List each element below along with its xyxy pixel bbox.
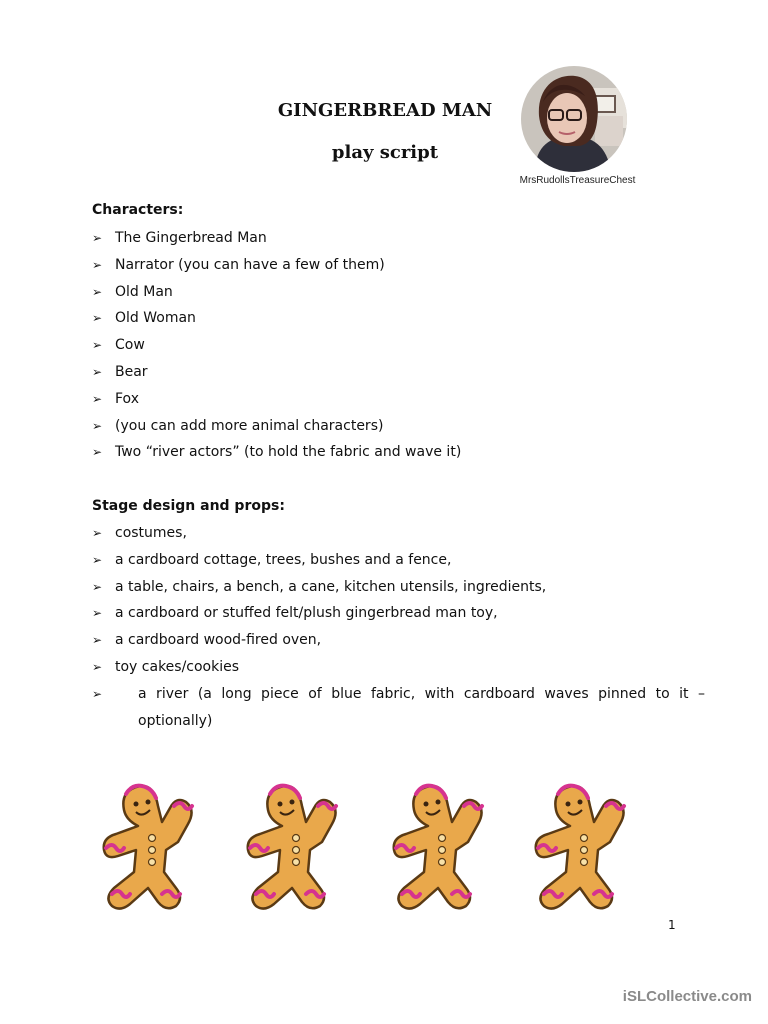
arrow-bullet-icon: ➢ (92, 257, 103, 272)
list-item: ➢ (you can add more animal characters) (92, 413, 682, 440)
gingerbread-man-illustration (240, 776, 350, 911)
arrow-bullet-icon: ➢ (92, 418, 103, 433)
arrow-bullet-icon: ➢ (92, 686, 103, 701)
list-item: ➢ Old Woman (92, 305, 682, 332)
characters-list (92, 225, 682, 466)
props-list (92, 520, 705, 735)
author-avatar (521, 66, 627, 172)
list-item: ➢ a river (a long piece of blue fabric, with cardboard waves pinned to it – optionally) (92, 681, 682, 735)
characters-heading: Characters: (92, 202, 184, 218)
arrow-bullet-icon: ➢ (92, 606, 103, 621)
list-item: ➢ Narrator (you can have a few of them) (92, 252, 682, 279)
arrow-bullet-icon: ➢ (92, 338, 103, 353)
gingerbread-man-illustration (386, 776, 496, 911)
list-item: ➢ a cardboard cottage, trees, bushes and a fence, (92, 547, 682, 574)
arrow-bullet-icon: ➢ (92, 391, 103, 406)
arrow-bullet-icon: ➢ (92, 659, 103, 674)
list-item: ➢ The Gingerbread Man (92, 225, 682, 252)
list-item: ➢ a cardboard wood-fired oven, (92, 627, 682, 654)
list-item: ➢ Bear (92, 359, 682, 386)
arrow-bullet-icon: ➢ (92, 552, 103, 567)
arrow-bullet-icon: ➢ (92, 231, 103, 245)
document-subtitle: play script (331, 142, 439, 163)
list-item: ➢ costumes, (92, 520, 682, 547)
arrow-bullet-icon: ➢ (92, 633, 103, 648)
page-number: 1 (668, 918, 676, 932)
props-heading: Stage design and props: (92, 498, 285, 514)
arrow-bullet-icon: ➢ (92, 579, 103, 594)
gingerbread-man-illustration (528, 776, 638, 911)
author-credit: MrsRudollsTreasureChest (519, 175, 636, 186)
arrow-bullet-icon: ➢ (92, 284, 103, 299)
list-item: ➢ a cardboard or stuffed felt/plush gingerbread man toy, (92, 600, 682, 627)
arrow-bullet-icon: ➢ (92, 526, 103, 540)
list-item: ➢ Old Man (92, 279, 682, 306)
list-item: ➢ toy cakes/cookies (92, 654, 682, 681)
arrow-bullet-icon: ➢ (92, 364, 103, 379)
document-title: GINGERBREAD MAN (277, 100, 493, 121)
arrow-bullet-icon: ➢ (92, 311, 103, 326)
watermark: iSLCollective.com (622, 988, 752, 1005)
arrow-bullet-icon: ➢ (92, 445, 103, 460)
list-item: ➢ a table, chairs, a bench, a cane, kitchen utensils, ingredients, (92, 574, 682, 601)
list-item: ➢ Two “river actors” (to hold the fabric and wave it) (92, 439, 682, 466)
list-item: ➢ Fox (92, 386, 682, 413)
gingerbread-man-illustration (96, 776, 206, 911)
list-item: ➢ Cow (92, 332, 682, 359)
